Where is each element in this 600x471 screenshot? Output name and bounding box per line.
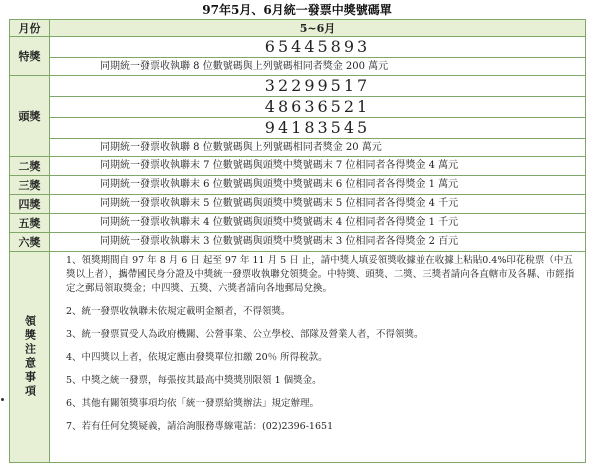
special-prize-desc: 同期統一發票收執聯 8 位數號碼與上列號碼相同者獎金 200 萬元 — [50, 58, 586, 76]
notes-label-cell — [10, 252, 50, 463]
note-item: 4、中四獎以上者，依規定應由發獎單位扣繳 20％ 所得稅款。 — [66, 352, 328, 363]
note-item: 5、中獎之統一發票，每張按其最高中獎獎別限領 1 個獎金。 — [66, 375, 322, 386]
prize-table — [9, 19, 586, 463]
third-prize-desc: 同期統一發票收執聯末 6 位數號碼與頭獎中獎號碼末 6 位相同者各得獎金 1 萬元 — [50, 176, 586, 195]
first-prize-desc: 同期統一發票收執聯 8 位數號碼與上列號碼相同者獎金 20 萬元 — [50, 139, 586, 157]
sixth-prize-label: 六獎 — [10, 233, 50, 252]
first-prize-number: 32299517 — [50, 76, 586, 97]
special-prize-number: 65445893 — [50, 37, 586, 58]
lottery-sheet — [9, 2, 585, 463]
fourth-prize-label: 四獎 — [10, 195, 50, 214]
stray-dot — [1, 398, 4, 401]
fifth-prize-desc: 同期統一發票收執聯末 4 位數號碼與頭獎中獎號碼末 4 位相同者各得獎金 1 千元 — [50, 214, 586, 233]
notes-label: 領獎注意事項 — [23, 315, 37, 399]
sixth-prize-desc: 同期統一發票收執聯末 3 位數號碼與頭獎中獎號碼末 3 位相同者各得獎金 2 百元 — [50, 233, 586, 252]
note-item: 7、若有任何兌獎疑義，請洽詢服務專線電話：(02)2396-1651 — [66, 421, 334, 432]
note-item: 2、統一發票收執聯未依規定載明金額者，不得領獎。 — [66, 306, 291, 317]
first-prize-number: 94183545 — [50, 118, 586, 139]
third-prize-label: 三獎 — [10, 176, 50, 195]
period-header: 5~6月 — [50, 20, 586, 37]
special-prize-label: 特獎 — [10, 37, 50, 76]
note-item: 1、領獎期間自 97 年 8 月 6 日 起至 97 年 11 月 5 日 止，請中獎人填妥領獎收據並在收據上粘貼0.4%印花稅票（中五獎以上者），攜帶國民身分證及中獎統一發票收執聯兌領獎金。中特獎、頭獎、二獎、三獎者請向各直轄市及各縣、市經指定之郵局領取獎金；中四獎、五獎、六獎者請向各地郵局兌換。 — [66, 255, 575, 294]
fifth-prize-label: 五獎 — [10, 214, 50, 233]
fourth-prize-desc: 同期統一發票收執聯末 5 位數號碼與頭獎中獎號碼末 5 位相同者各得獎金 4 千元 — [50, 195, 586, 214]
first-prize-label: 頭獎 — [10, 76, 50, 157]
second-prize-label: 二獎 — [10, 157, 50, 176]
page-title: 97年5月、6月統一發票中獎號碼單 — [202, 3, 392, 17]
first-prize-number: 48636521 — [50, 97, 586, 118]
second-prize-desc: 同期統一發票收執聯末 7 位數號碼與頭獎中獎號碼末 7 位相同者各得獎金 4 萬元 — [50, 157, 586, 176]
notes-list — [50, 252, 586, 463]
month-header: 月份 — [10, 20, 50, 37]
note-item: 6、其他有關領獎事項均依「統一發票給獎辦法」規定辦理。 — [66, 398, 320, 409]
note-item: 3、統一發票買受人為政府機關、公營事業、公立學校、部隊及營業人者，不得領獎。 — [66, 329, 424, 340]
